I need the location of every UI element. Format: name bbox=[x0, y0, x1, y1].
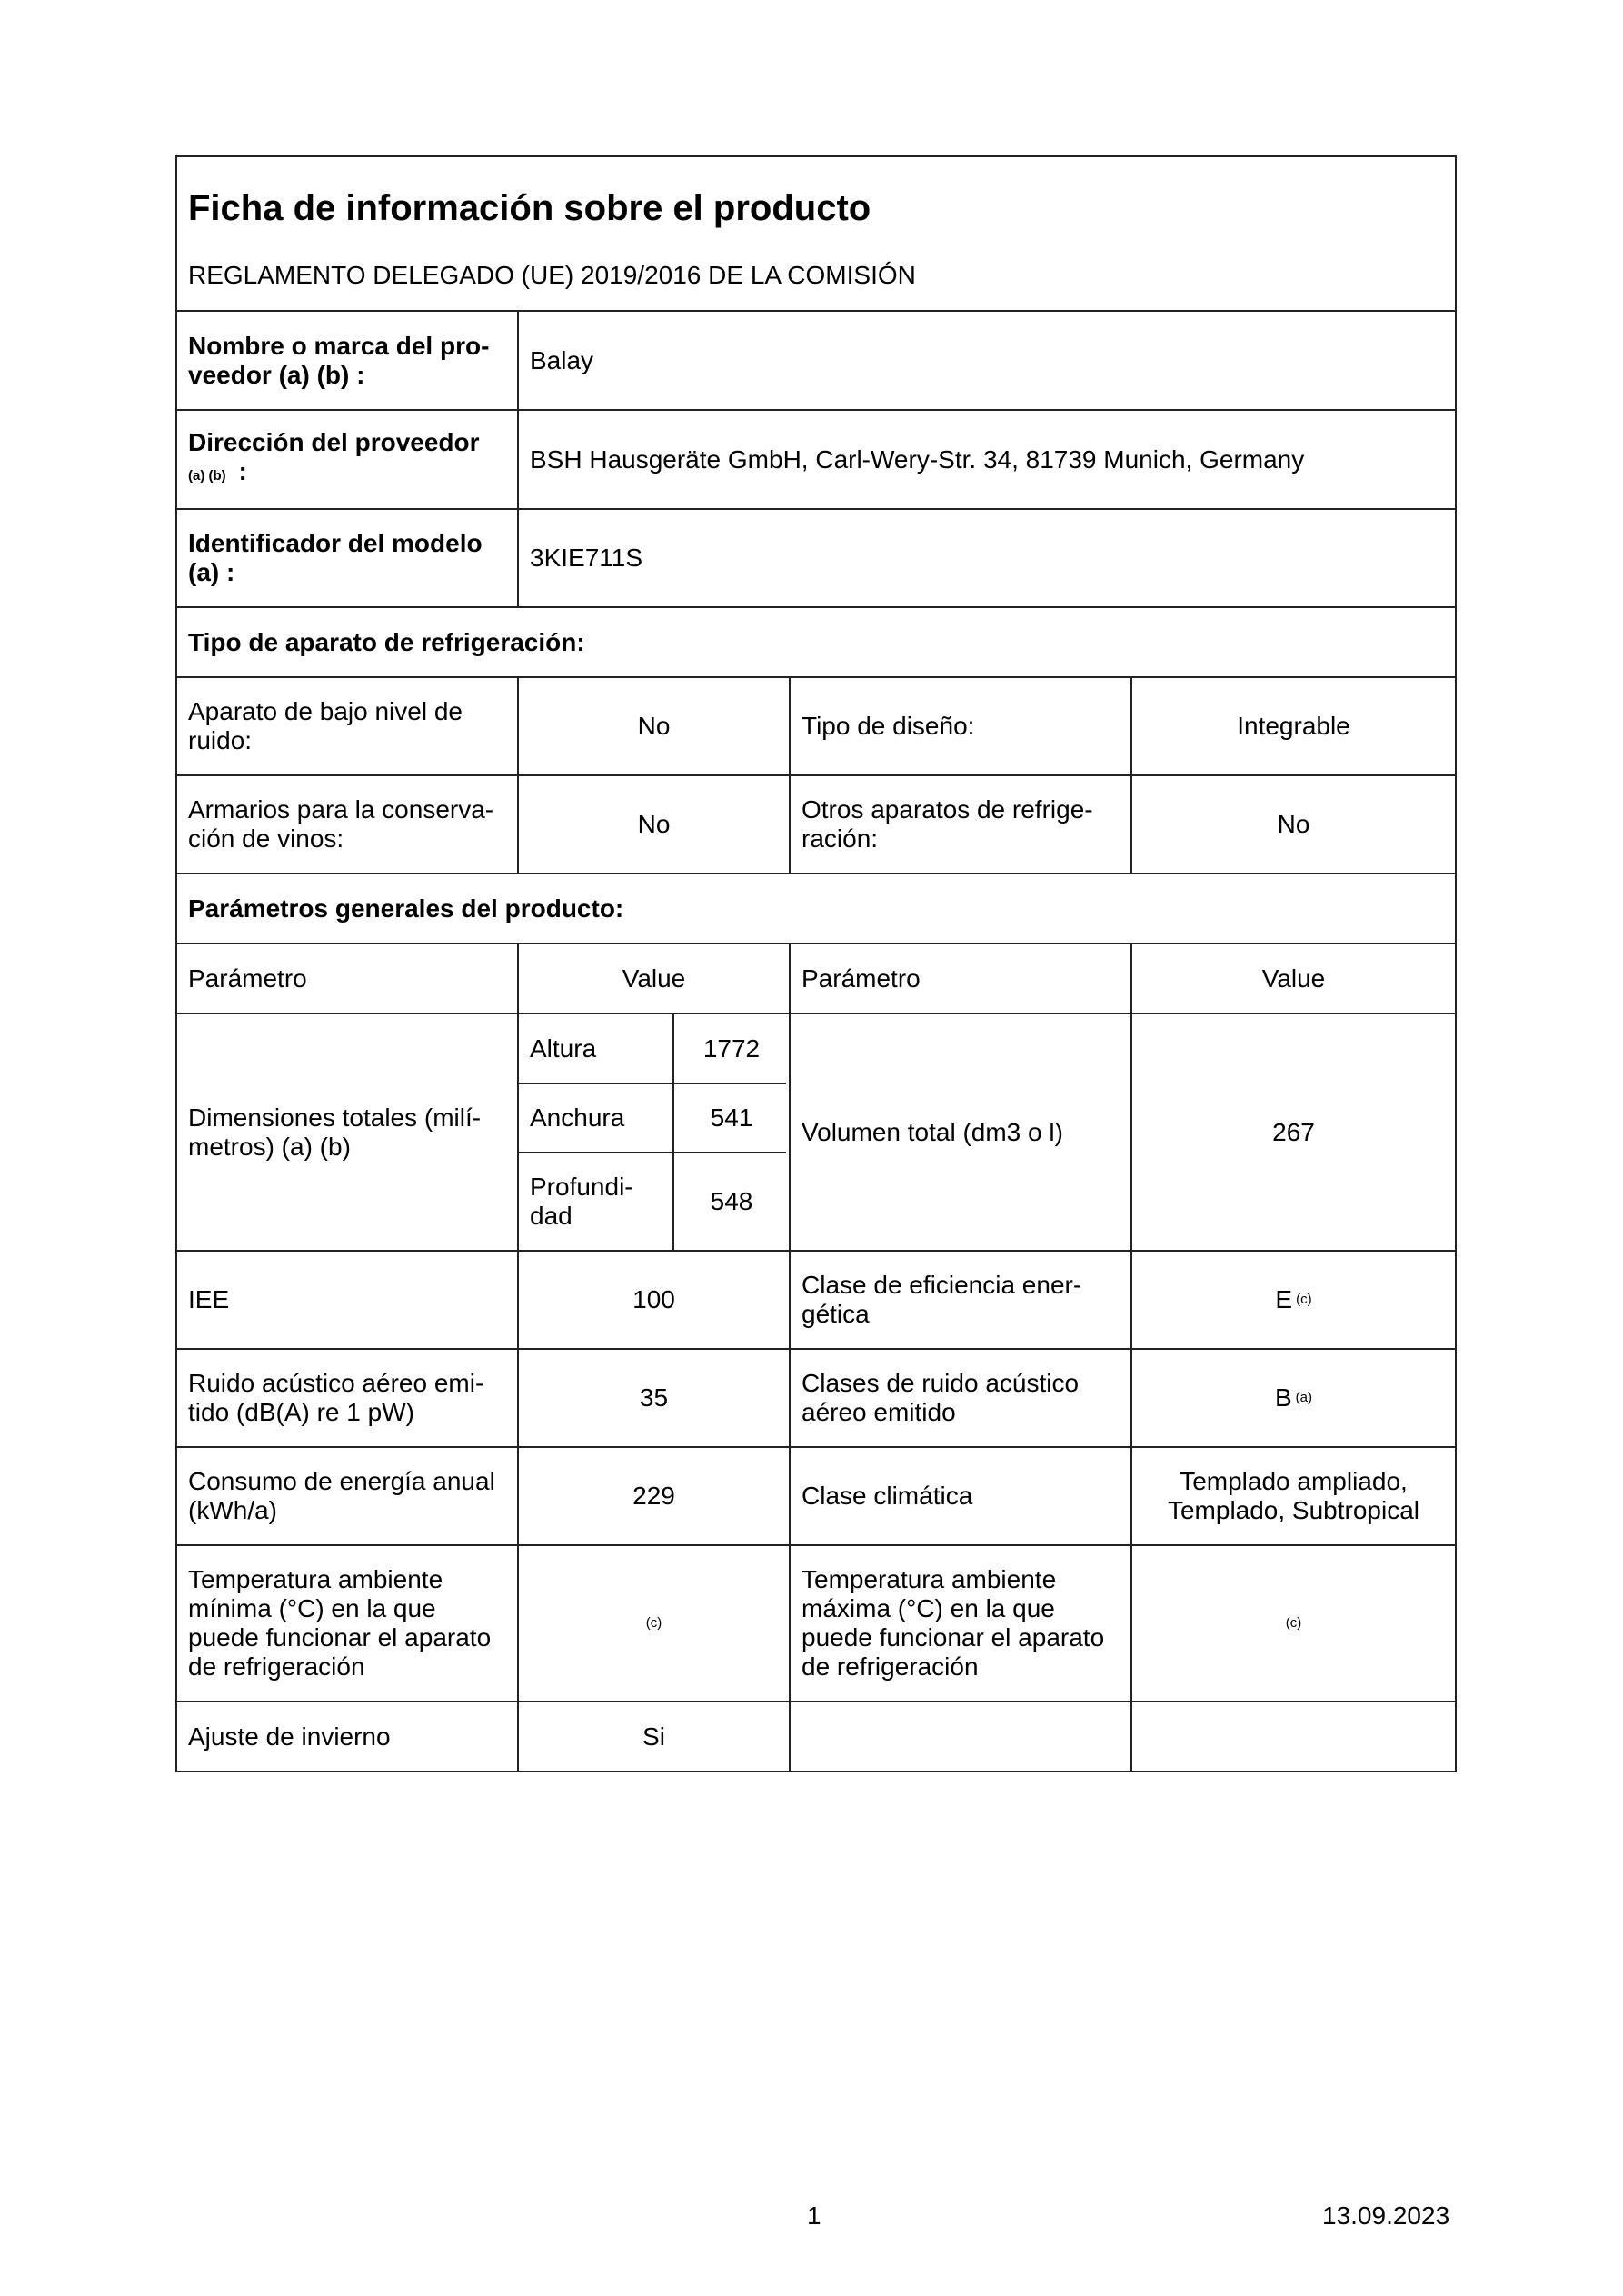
climate-class-label: Clase climática bbox=[802, 1482, 973, 1510]
energy-class-label: Clase de eficiencia ener- gética bbox=[802, 1271, 1082, 1328]
model-identifier-value: 3KIE711S bbox=[530, 544, 643, 572]
column-header-parameter: Parámetro bbox=[802, 963, 921, 993]
design-type-value: Integrable bbox=[1237, 712, 1350, 740]
column-header-value: Value bbox=[622, 963, 686, 993]
column-header-value: Value bbox=[1261, 963, 1326, 993]
appliance-type-heading: Tipo de aparato de refrigeración: bbox=[188, 627, 585, 656]
supplier-address-label-text: Dirección del proveedor bbox=[188, 428, 480, 456]
supplier-name-label: Nombre o marca del pro- veedor (a) (b) : bbox=[188, 331, 490, 389]
low-noise-label: Aparato de bajo nivel de ruido: bbox=[188, 697, 463, 754]
supplier-address-refs: (a) (b) bbox=[188, 468, 226, 484]
total-volume-value: 267 bbox=[1272, 1117, 1315, 1146]
dimensions-label: Dimensiones totales (milí- metros) (a) (b) bbox=[188, 1103, 482, 1161]
supplier-address-value: BSH Hausgeräte GmbH, Carl-Wery-Str. 34, 81739 Munich, Germany bbox=[530, 444, 1305, 474]
noise-class-cell bbox=[1132, 1350, 1455, 1446]
document-date: 13.09.2023 bbox=[1322, 2201, 1450, 2230]
depth-label: Profundi- dad bbox=[530, 1173, 633, 1230]
max-temp-value: (c) bbox=[1285, 1615, 1302, 1631]
wine-storage-value: No bbox=[637, 810, 671, 838]
regulation-subtitle: REGLAMENTO DELEGADO (UE) 2019/2016 DE LA COMISIÓN bbox=[188, 261, 916, 289]
noise-emission-value: 35 bbox=[639, 1383, 669, 1412]
column-header-parameter: Parámetro bbox=[188, 963, 307, 993]
low-noise-value: No bbox=[637, 712, 671, 740]
other-appliances-value: No bbox=[1277, 810, 1310, 838]
supplier-name-value: Balay bbox=[530, 345, 594, 374]
supplier-address-label bbox=[177, 411, 517, 508]
eei-label: IEE bbox=[188, 1285, 230, 1313]
supplier-address-colon: : bbox=[238, 457, 247, 485]
energy-class-cell bbox=[1132, 1252, 1455, 1348]
general-params-heading: Parámetros generales del producto: bbox=[188, 893, 624, 923]
annual-consumption-label: Consumo de energía anual (kWh/a) bbox=[188, 1467, 495, 1524]
winter-setting-value: Si bbox=[642, 1722, 665, 1751]
model-identifier-label: Identificador del modelo (a) : bbox=[188, 529, 483, 586]
depth-value: 548 bbox=[710, 1187, 753, 1215]
design-type-label: Tipo de diseño: bbox=[802, 712, 975, 740]
noise-emission-label: Ruido acústico aéreo emi- tido (dB(A) re 1 pW) bbox=[188, 1369, 484, 1426]
max-temp-label: Temperatura ambiente máxima (°C) en la que puede funcionar el aparato de refrigeración bbox=[802, 1565, 1105, 1681]
min-temp-value: (c) bbox=[645, 1615, 662, 1631]
energy-class-value: E bbox=[1275, 1285, 1293, 1313]
width-label: Anchura bbox=[530, 1103, 625, 1132]
eei-value: 100 bbox=[632, 1285, 675, 1313]
height-label: Altura bbox=[530, 1033, 597, 1063]
noise-class-label: Clases de ruido acústico aéreo emitido bbox=[802, 1369, 1080, 1426]
min-temp-label: Temperatura ambiente mínima (°C) en la que puede funcionar el aparato de refrigeración bbox=[188, 1565, 492, 1681]
noise-class-value: B bbox=[1274, 1383, 1292, 1412]
supplier-address-refs-line bbox=[188, 457, 247, 491]
product-information-sheet bbox=[175, 155, 1457, 1772]
noise-class-note: (a) bbox=[1295, 1390, 1313, 1405]
height-value: 1772 bbox=[702, 1033, 761, 1063]
annual-consumption-value: 229 bbox=[632, 1482, 675, 1510]
width-value: 541 bbox=[710, 1103, 753, 1132]
total-volume-label: Volumen total (dm3 o l) bbox=[802, 1117, 1063, 1146]
other-appliances-label: Otros aparatos de refrige- ración: bbox=[802, 795, 1093, 853]
winter-setting-label: Ajuste de invierno bbox=[188, 1722, 391, 1751]
energy-class-note: (c) bbox=[1296, 1292, 1312, 1307]
page-title: Ficha de información sobre el producto bbox=[188, 188, 871, 228]
climate-class-value: Templado ampliado, Templado, Subtropical bbox=[1167, 1467, 1420, 1524]
wine-storage-label: Armarios para la conserva- ción de vinos: bbox=[188, 795, 494, 853]
page-number: 1 bbox=[807, 2201, 821, 2230]
